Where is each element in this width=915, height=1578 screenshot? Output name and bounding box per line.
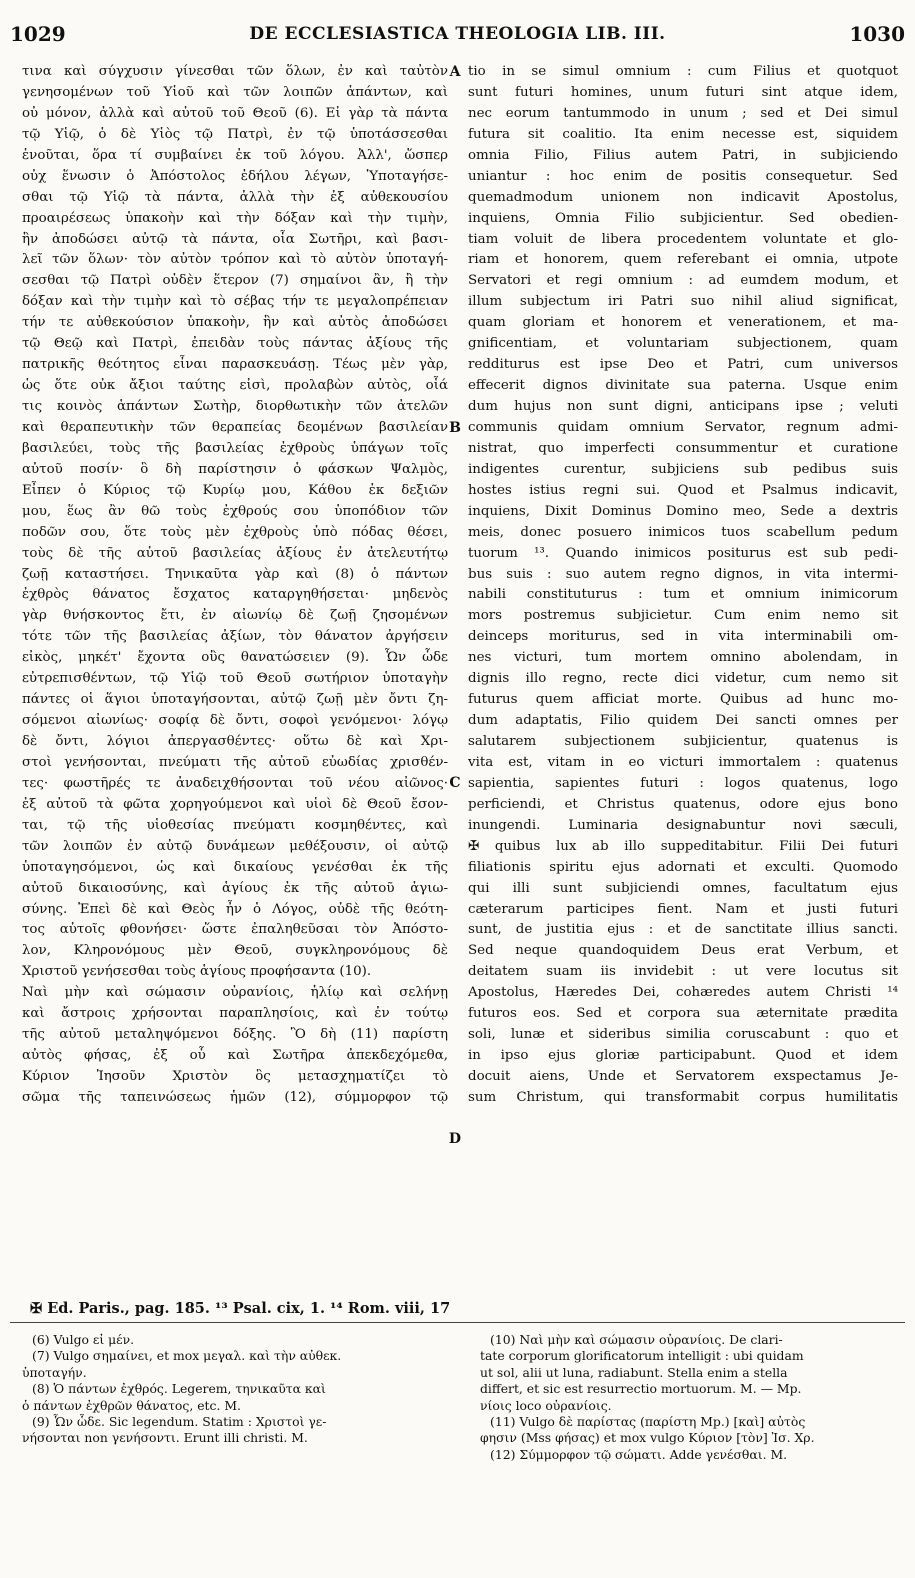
latin-text-line: uniantur : hoc enim de positis consequetur. Sed [468,168,898,184]
latin-text-line: indigentes curentur, subjiciens sub pedibus suis [468,461,898,477]
greek-text-line: δόξαν καὶ τὴν τιμὴν καὶ τὸ σέβας τήν τε μεγαλοπρέπειαν [22,294,448,310]
latin-text-line: filiationis spiritu ejus adornati et exculti. Quomodo [468,859,898,875]
latin-text-column [468,62,898,1109]
greek-text-line: καὶ ἄστροις χρήσονται παραπλησίοις, καὶ ἐν τούτῳ [22,1006,448,1022]
latin-text-line: communis quidam omnium Servator, regnum admi- [468,419,898,435]
footnotes-right [480,1332,898,1463]
latin-text-line: futuros eos. Sed et corpora sua æternitate prædita [468,1006,898,1022]
greek-text-line: σθαι τῷ Υἱῷ τὰ πάντα, ἀλλὰ τὴν ἐξ αὐθεκουσίου [22,189,448,205]
latin-text-line: salutarem subjectionem subjicientur, quatenus is [468,734,898,749]
latin-text-line: sunt futuri homines, unum futuri sint atque idem, [468,84,898,100]
latin-text-line: omnia Filio, Filius autem Patri, in subjiciendo [468,147,898,163]
latin-text-line: ✠ quibus lux ab illo suppeditabitur. Filii Dei futuri [468,838,898,854]
greek-text-line: τήν τε αὐθεκούσιον ὑπακοὴν, ἣν καὶ αὐτὸς ἀποδώσει [22,315,448,331]
latin-text-line: sunt, de justitia ejus : et de sanctitate illius sancti. [468,922,898,938]
footnote-line: (11) Vulgo δὲ παρίστας (παρίστη Mp.) [καὶ] αὐτὸς [490,1414,806,1430]
greek-text-line: οὐ μόνον, ἀλλὰ καὶ αὐτοῦ τοῦ Θεοῦ (6). Εἰ γὰρ τὰ πάντα [22,105,448,121]
greek-text-line: Χριστοῦ γενήσεσθαι τοὺς ἁγίους προφήσαντα (10). [22,964,372,980]
reference-line: ✠ Ed. Paris., pag. 185. ¹³ Psal. cix, 1. ¹⁴ Rom. viii, 17 [30,1300,451,1317]
greek-text-line: εὐτρεπισθέντων, τῷ Υἱῷ τοῦ Θεοῦ σωτήριον ὑποταγὴν [22,671,448,687]
greek-text-line: τες· φωστῆρές τε ἀναδειχθήσονται τοῦ νέου αἰῶνος· [22,775,448,791]
greek-text-line: δὲ ὄντι, λόγιοι ἀπεργασθέντες· οὕτω δὲ καὶ Χρι- [22,734,448,749]
latin-text-line: inungendi. Luminaria designabuntur novi sæculi, [468,817,898,833]
latin-text-line: qui illi sunt subjiciendi omnes, facultatum ejus [468,880,898,896]
greek-text-line: ποδῶν σου, ὅτε τοὺς μὲν ἐχθροὺς ὑπὸ πόδας θέσει, [22,524,448,540]
footnote-line: ὁ πάντων ἐχθρῶν θάνατος, etc. M. [22,1397,241,1413]
greek-text-line: γενησομένων τοῦ Υἱοῦ καὶ τῶν λοιπῶν ἁπάντων, καὶ [22,84,448,100]
greek-text-line: τῷ Υἱῷ, ὁ δὲ Υἱὸς τῷ Πατρὶ, ἐν τῷ ὑποτάσσεσθαι [22,126,448,142]
greek-text-line: αὐτοῦ ποσίν· ὃ δὴ παρίστησιν ὁ φάσκων Ψαλμὸς, [22,461,448,477]
latin-text-line: dum adaptatis, Filio quidem Dei sancti omnes per [468,713,898,729]
section-marker-a: A [449,64,461,80]
latin-text-line: dum hujus non sunt digni, anticipans ipse ; veluti [468,399,898,414]
footnote-line: (7) Vulgo σημαίνει, et mox μεγαλ. καὶ τὴν αὐθεκ. [32,1348,342,1364]
greek-text-line: στοὶ γενήσονται, πνεύματι τῆς αὐτοῦ εὐωδίας χρισθέν- [22,754,448,770]
latin-text-line: soli, lunæ et sideribus similia coruscabunt : quo et [468,1027,898,1043]
greek-text-line: τινα καὶ σύγχυσιν γίνεσθαι τῶν ὅλων, ἐν καὶ ταὐτὸν [22,64,448,79]
running-title: DE ECCLESIASTICA THEOLOGIA LIB. III. [249,24,666,44]
greek-text-line: ἑνοῦται, ὅρα τί συμβαίνει ἐκ τοῦ λόγου. Ἀλλ', ὥσπερ [22,147,448,163]
greek-text-line: σῶμα τῆς ταπεινώσεως ἡμῶν (12), σύμμορφον τῷ [22,1089,448,1105]
latin-text-line: tiam voluit de libera procedentem voluntate et glo- [468,231,898,247]
latin-text-line: tio in se simul omnium : cum Filius et quotquot [468,64,898,79]
greek-text-line: ζωῇ καταστήσει. Τηνικαῦτα γὰρ καὶ (8) ὁ πάντων [22,566,448,582]
footnote-line: (6) Vulgo εἰ μέν. [32,1332,135,1347]
section-marker-d: D [448,1131,462,1147]
greek-text-line: οὐχ ἕνωσιν ὁ Ἀπόστολος ἐδήλου λέγων, Ὑποταγήσε- [22,168,448,184]
latin-text-line: Apostolus, Hæredes Dei, cohæredes autem Christi ¹⁴ [468,985,898,1001]
latin-text-line: deinceps moriturus, sed in vita interminabili om- [468,629,898,645]
latin-text-line: tuorum ¹³. Quando inimicos positurus est sub pedi- [468,545,898,561]
greek-text-line: προαιρέσεως ὑπακοὴν καὶ τὴν δόξαν καὶ τὴν τιμὴν, [22,210,448,226]
latin-text-line: redditurus est ipse Deo et Patri, cum universos [468,357,898,373]
footnote-line: tate corporum glorificatorum intelligit : ubi quidam [480,1348,804,1364]
footnote-line: νίοις loco οὐρανίοις. [480,1397,612,1413]
greek-text-line: τος αὐτοῖς φθονήσει· ὥστε ἐπαληθεῦσαι τὸν Ἀπόστο- [22,922,448,938]
latin-text-line: nec eorum tantummodo in unum ; sed et Dei simul [468,105,898,121]
greek-text-line: σεσθαι τῷ Πατρὶ οὐδὲν ἕτερον (7) σημαίνοι ἂν, ἢ τὴν [22,273,448,289]
greek-text-line: ται, τῷ τῆς υἱοθεσίας πνεύματι κοσμηθέντες, καὶ [22,817,448,833]
latin-text-line: inquiens, Dixit Dominus Domino meo, Sede a dextris [468,503,898,519]
greek-text-line: σύνης. Ἐπεὶ δὲ καὶ Θεὸς ἦν ὁ Λόγος, οὐδὲ τῆς θεότη- [22,901,448,917]
section-marker-c: C [449,775,461,791]
footnote-line: ut sol, alii ut luna, radiabunt. Stella enim a stella [480,1364,788,1380]
greek-text-line: καὶ θεραπευτικὴν τῶν θεραπείας δεομένων βασιλείαν [22,419,448,435]
latin-text-line: mors postremus subjicietur. Cum enim nemo sit [468,608,898,624]
latin-text-line: futurus quem afficiat morte. Quibus ad hunc mo- [468,692,898,708]
latin-text-line: effecerit dignos divinitate sua paterna. Usque enim [468,378,898,394]
latin-text-line: meis, donec posuero inimicos tuos scabellum pedum [468,524,898,540]
greek-text-line: μου, ἕως ἂν θῶ τοὺς ἐχθρούς σου ὑποπόδιον τῶν [22,503,448,519]
footnote-line: ὑποταγήν. [22,1364,87,1380]
latin-text-line: quam gloriam et honorem et venerationem, et ma- [468,315,898,331]
latin-text-line: sum Christum, qui transformabit corpus humilitatis [468,1089,898,1105]
latin-text-line: dignis illo regno, recte dici videtur, cum nemo sit [468,671,898,687]
greek-text-line: γὰρ θνήσκοντος ἔτι, ἐν αἰωνίῳ δὲ ζωῇ ζησομένων [22,608,448,624]
latin-text-line: cæterarum participes fient. Nam et justi futuri [468,901,898,917]
footnote-line: (8) Ὁ πάντων ἐχθρός. Legerem, τηνικαῦτα καὶ [32,1381,326,1397]
latin-text-line: perficiendi, et Christus quatenus, odore ejus bono [468,796,898,812]
latin-text-line: futura sit coalitio. Ita enim necesse est, siquidem [468,126,898,142]
greek-text-line: πάντες οἱ ἅγιοι ὑποταγήσονται, αὐτῷ ζωῇ μὲν ὄντι ζη- [22,692,448,708]
greek-text-line: τις κοινὸς ἁπάντων Σωτὴρ, διορθωτικὴν τῶν ἀτελῶν [22,399,448,414]
greek-text-line: λεῖ τῶν ὅλων· τὸν αὐτὸν τρόπον καὶ τὸ αὐτὸν ὑποταγή- [22,252,448,268]
greek-text-line: τῶν λοιπῶν ἐν αὐτῷ δυνάμεων μεθέξουσιν, οἱ αὐτῷ [22,838,448,854]
greek-text-line: ὡς ὅτε οὐκ ἄξιοι ταύτης εἰσὶ, προλαβὼν αὐτὸς, οἷά [22,378,448,394]
latin-text-line: hostes istius regni sui. Quod et Psalmus indicavit, [468,482,898,498]
greek-text-line: τῆς αὐτοῦ μεταληψόμενοι δόξης. Ὃ δὴ (11) παρίστη [22,1027,448,1043]
latin-text-line: deitatem suam iis invidebit : ut vere locutus sit [468,964,898,980]
greek-text-line: ἐξ αὐτοῦ τὰ φῶτα χορηγούμενοι καὶ υἱοὶ δὲ Θεοῦ ἔσον- [22,796,448,812]
greek-text-line: τοὺς δὲ τῆς αὐτοῦ βασιλείας ἀξίους ἐν ἀτελευτήτῳ [22,545,448,561]
greek-text-line: πατρικῆς θεότητος εἶναι παρασκευάσῃ. Τέως μὲν γὰρ, [22,357,448,373]
latin-text-line: Sed neque quandoquidem Deus erat Verbum, et [468,943,898,959]
latin-text-line: docuit aiens, Unde et Servatorem exspectamus Je- [468,1069,898,1084]
latin-text-line: vita est, vitam in eo victuri immortalem : quatenus [468,754,898,770]
footnote-divider [10,1322,905,1323]
greek-text-line: ἣν ἀποδώσει αὐτῷ τὰ πάντα, οἷα Σωτῆρι, καὶ βασι- [22,231,448,247]
greek-text-line: ὑποταγησόμενοι, ὡς καὶ δικαίους γενέσθαι ἐκ τῆς [22,859,448,875]
latin-text-line: bus suis : suo autem regno dignos, in vita intermi- [468,566,898,582]
footnote-line: νήσονται non γενήσοντι. Erunt illi christi. M. [22,1430,308,1446]
latin-text-line: in ipso ejus gloriæ participabunt. Quod et idem [468,1048,898,1064]
greek-text-line: σόμενοι αἰωνίως· σοφίᾳ δὲ ὄντι, σοφοὶ γενόμενοι· λόγῳ [22,713,448,729]
greek-text-line: βασιλεύει, τοὺς τῆς βασιλείας ἐχθροὺς ὑπάγων τοῖς [22,440,448,456]
latin-text-line: riam et honorem, quem referebant ei omnia, utpote [468,252,898,268]
greek-text-line: τῷ Θεῷ καὶ Πατρὶ, ἐπειδὰν τοὺς πάντας ἀξίους τῆς [22,336,448,352]
greek-text-line: αὐτὸς φήσας, ἐξ οὗ καὶ Σωτῆρα ἀπεκδεχόμεθα, [22,1048,448,1064]
page-number-left: 1029 [10,22,66,46]
greek-text-line: Κύριον Ἰησοῦν Χριστὸν ὃς μετασχηματίζει τὸ [22,1069,448,1084]
page-number-right: 1030 [849,22,905,46]
footnote-line: φησιν (Mss φήσας) et mox vulgo Κύριον [τὸν] Ἰσ. Χρ. [480,1430,815,1446]
latin-text-line: nistrat, quo imperfecti consummentur et curatione [468,440,898,456]
latin-text-line: quemadmodum unionem non indicavit Apostolus, [468,189,898,205]
footnote-line: (12) Σύμμορφον τῷ σώματι. Adde γενέσθαι. M. [490,1446,788,1462]
latin-text-line: inquiens, Omnia Filio subjicientur. Sed obedien- [468,210,898,226]
greek-text-line: λον, Κληρονόμους μὲν Θεοῦ, συγκληρονόμους δὲ [22,943,448,959]
latin-text-line: nabili constituturus : tum et omnium inimicorum [468,587,898,603]
greek-text-line: εἰκὸς, μηκέτ' ἔχοντα οὓς θανατώσειεν (9). Ὧν ὧδε [22,650,448,666]
latin-text-line: Servatori et regi omnium : ad eumdem modum, et [468,273,898,289]
latin-text-line: sapientia, sapientes futuri : logos quatenus, logo [468,775,898,791]
footnote-line: differt, et sic est resurrectio mortuorum. M. — Mp. [480,1381,802,1397]
greek-text-line: Ναὶ μὴν καὶ σώμασιν οὐρανίοις, ἡλίῳ καὶ σελήνῃ [22,985,448,1001]
greek-text-line: Εἶπεν ὁ Κύριος τῷ Κυρίῳ μου, Κάθου ἐκ δεξιῶν [22,482,448,498]
latin-text-line: gnificentiam, et voluntariam subjectionem, quam [468,336,898,352]
section-marker-b: B [449,420,461,436]
page-header [10,22,905,52]
footnote-line: (9) Ὧν ὧδε. Sic legendum. Statim : Χριστοὶ γε- [32,1414,327,1430]
greek-text-column [22,62,448,1109]
footnotes-left [22,1332,442,1447]
latin-text-line: nes victuri, tum mortem omnino abolendam, in [468,650,898,666]
greek-text-line: τότε τῶν τῆς βασιλείας ἀξίων, τὸν θάνατον ἀργήσειν [22,629,448,645]
footnote-line: (10) Ναὶ μὴν καὶ σώμασιν οὐρανίοις. De clari- [490,1332,783,1347]
greek-text-line: αὐτοῦ δικαιοσύνης, καὶ ἁγίους ἐκ τῆς αὐτοῦ ἁγιω- [22,880,448,896]
greek-text-line: ἐχθρὸς θάνατος ἔσχατος καταργηθήσεται· μηδενὸς [22,587,448,603]
latin-text-line: illum subjectum iri Patri suo nihil aliud significat, [468,294,898,310]
